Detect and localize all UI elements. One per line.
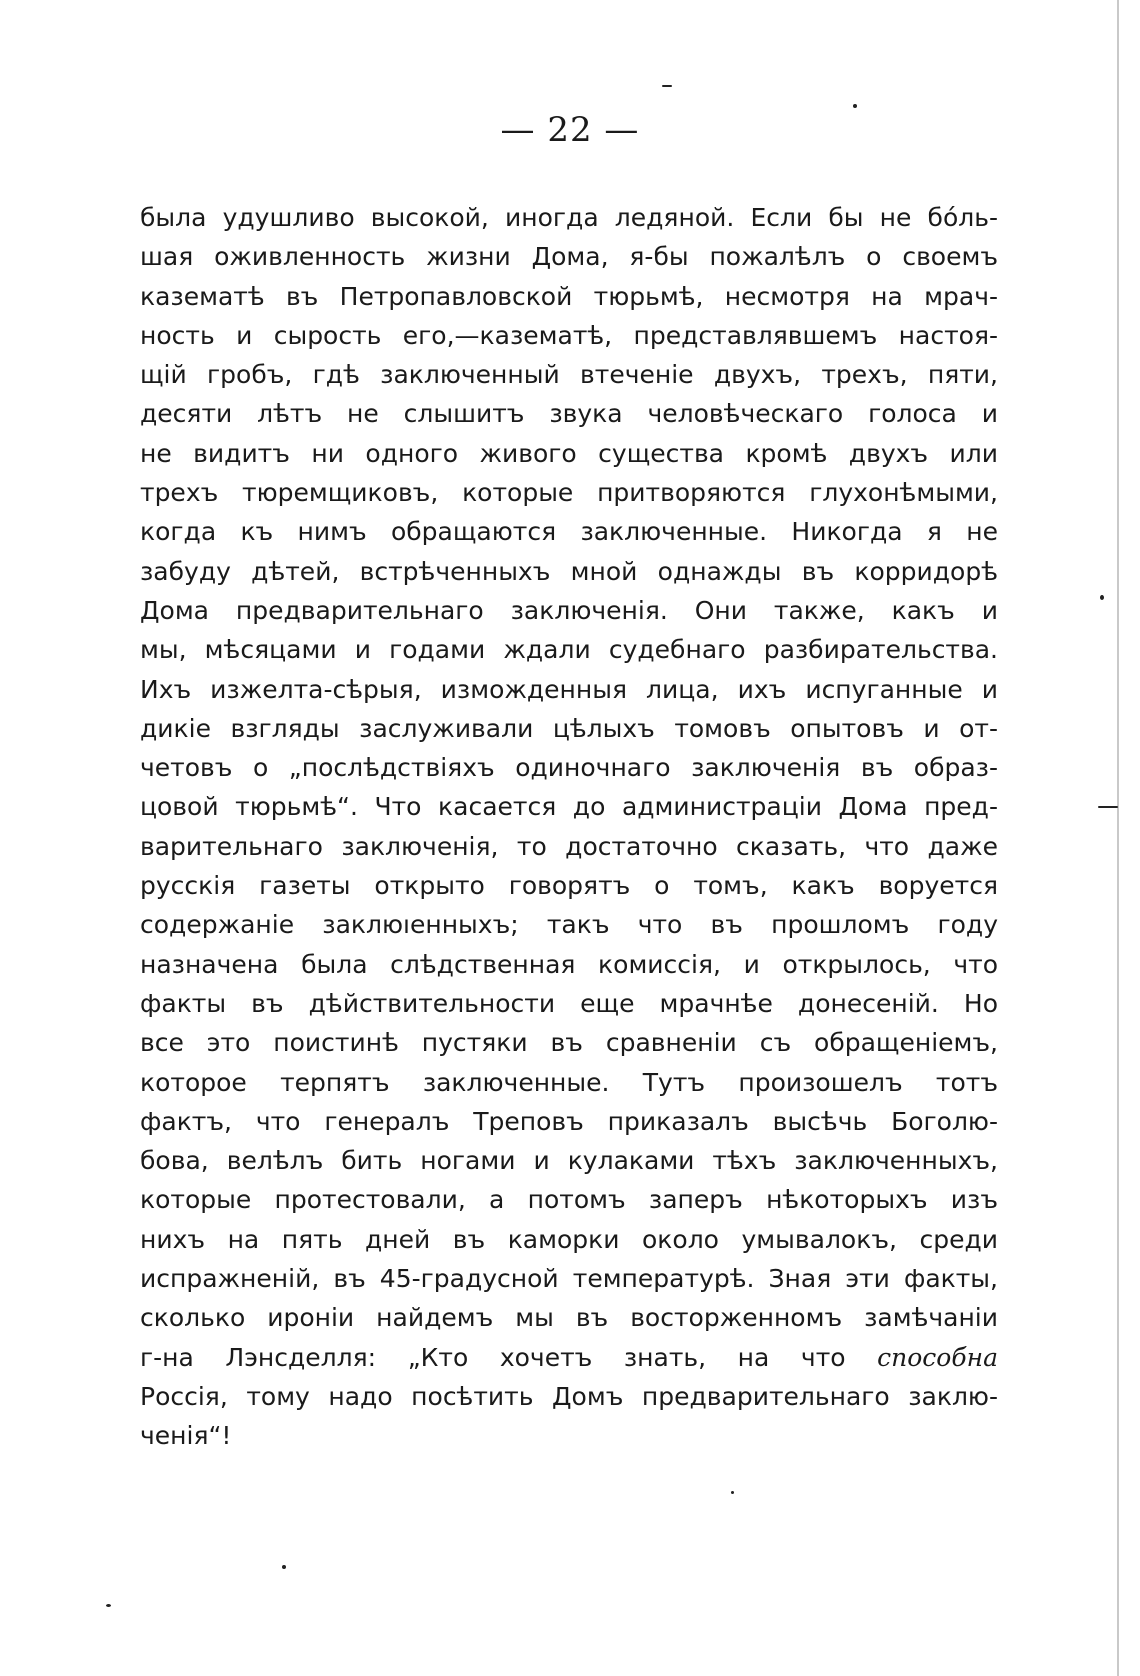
text-line: которые протестовали, а потомъ заперъ нѣкоторыхъ изъ	[140, 1185, 998, 1215]
text-line-final: ченія“!	[140, 1421, 232, 1451]
text-line: Ихъ изжелта-сѣрыя, изможденныя лица, ихъ испуганные и	[140, 674, 998, 704]
scan-speck	[1100, 595, 1104, 600]
scan-speck	[282, 1565, 286, 1569]
text-line: цовой тюрьмѣ“. Что касается до администраціи Дома пред-	[140, 792, 998, 822]
text-line: бова, велѣлъ бить ногами и кулаками тѣхъ заключенныхъ,	[140, 1146, 998, 1176]
text-line: не видитъ ни одного живого существа кромѣ двухъ или	[140, 438, 998, 468]
text-line-with-italic	[140, 1338, 998, 1377]
italic-word: способна	[877, 1342, 998, 1372]
text-line: казематѣ въ Петропавловской тюрьмѣ, несмотря на мрач-	[140, 281, 998, 311]
scan-speck	[1098, 806, 1118, 808]
text-line: Дома предварительнаго заключенія. Они также, какъ и	[140, 595, 998, 625]
text-line: Россія, тому надо посѣтить Домъ предварительнаго заклю-	[140, 1381, 998, 1411]
text-line: испражненій, въ 45-градусной температурѣ. Зная эти факты,	[140, 1264, 998, 1294]
quote-lead-text: г-на Лэнсделля: „Кто хочетъ знать, на что	[140, 1342, 878, 1372]
scan-speck	[853, 104, 857, 108]
text-line: сколько ироніи найдемъ мы въ восторженномъ замѣчаніи	[140, 1303, 998, 1333]
page-edge-divider	[1117, 0, 1119, 1676]
text-line: содержаніе заклюıенныхъ; такъ что въ прошломъ году	[140, 910, 998, 940]
scan-speck	[662, 85, 672, 87]
text-line: фактъ, что генералъ Треповъ приказалъ высѣчь Боголю-	[140, 1106, 998, 1136]
text-line: все это поистинѣ пустяки въ сравненіи съ обращеніемъ,	[140, 1028, 998, 1058]
text-line: назначена была слѣдственная комиссія, и открылось, что	[140, 949, 998, 979]
text-line: щій гробъ, гдѣ заключенный втеченіе двухъ, трехъ, пяти,	[140, 360, 998, 390]
text-line: факты въ дѣйствительности еще мрачнѣе донесеній. Но	[140, 988, 998, 1018]
text-line: десяти лѣтъ не слышитъ звука человѣческаго голоса и	[140, 399, 998, 429]
text-line: четовъ о „послѣдствіяхъ одиночнаго заключенія въ образ-	[140, 753, 998, 783]
text-line: дикіе взгляды заслуживали цѣлыхъ томовъ опытовъ и от-	[140, 713, 998, 743]
text-line: варительнаго заключенія, то достаточно сказать, что даже	[140, 831, 998, 861]
text-line: была удушливо высокой, иногда ледяной. Если бы не бóль-	[140, 203, 998, 232]
text-line: забуду дѣтей, встрѣченныхъ мной однажды въ корридорѣ	[140, 556, 998, 586]
text-line: ность и сырость его,—казематѣ, представлявшемъ настоя-	[140, 320, 998, 350]
scan-speck	[106, 1604, 111, 1607]
text-line: когда къ нимъ обращаются заключенные. Никогда я не	[140, 517, 998, 547]
text-line: русскія газеты открыто говорятъ о томъ, какъ воруется	[140, 871, 998, 901]
text-line: шая оживленность жизни Дома, я-бы пожалѣлъ о своемъ	[140, 242, 998, 272]
text-line: нихъ на пять дней въ каморки около умывалокъ, среди	[140, 1224, 998, 1254]
text-line: трехъ тюремщиковъ, которые притворяются глухонѣмыми,	[140, 478, 998, 508]
scan-speck	[731, 1491, 734, 1494]
text-line: которое терпятъ заключенные. Тутъ произошелъ тотъ	[140, 1067, 998, 1097]
page-number: — 22 —	[500, 110, 640, 150]
text-line: мы, мѣсяцами и годами ждали судебнаго разбирательства.	[140, 635, 998, 665]
body-text	[140, 198, 998, 1456]
